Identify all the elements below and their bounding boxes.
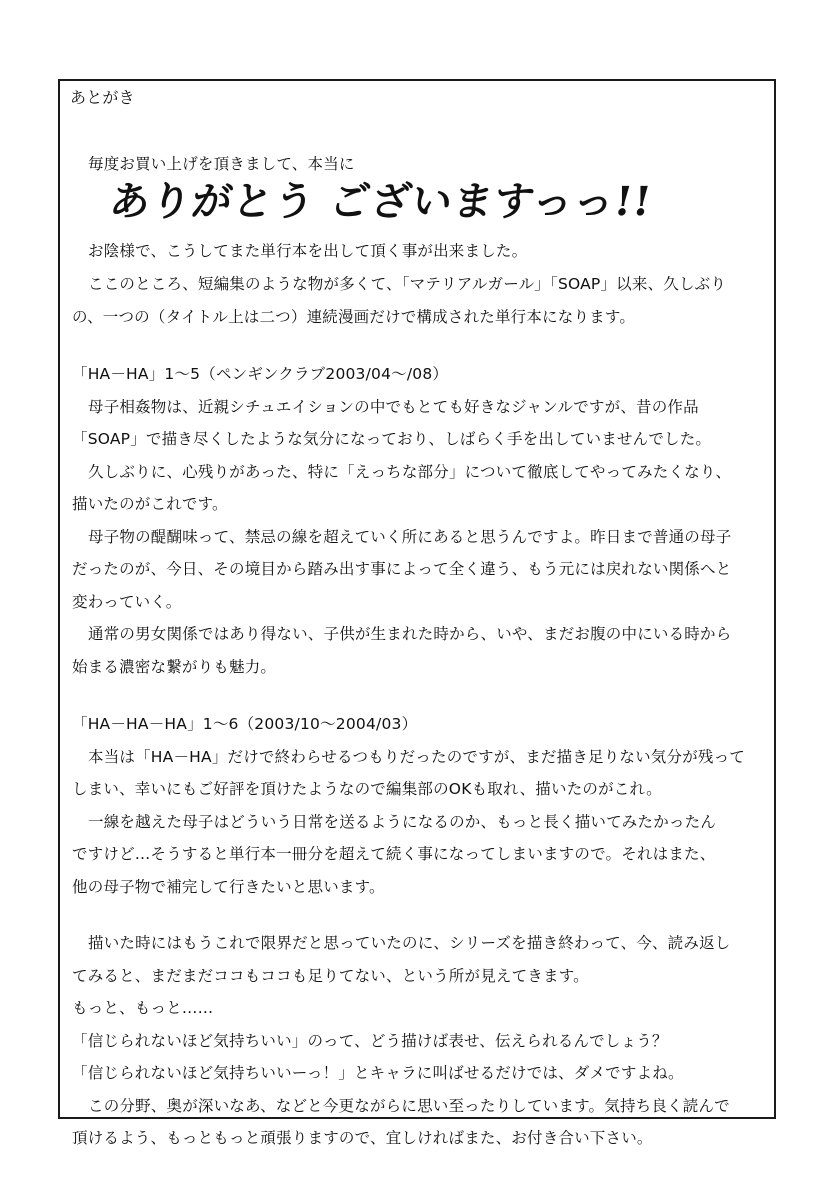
body-line: 久しぶりに、心残りがあった、特に「えっちな部分」について徹底してやってみたくなり、 <box>88 463 732 481</box>
section-title: 「HA－HA－HA」1～6（2003/10～2004/03） <box>72 715 418 733</box>
intro-line: 毎度お買い上げを頂きまして、本当に <box>88 155 355 173</box>
body-line: もっと、もっと…… <box>72 999 214 1017</box>
body-line: 一線を越えた母子はどういう日常を送るようになるのか、もっと長く描いてみたかったん <box>88 813 717 831</box>
body-line: 通常の男女関係ではあり得ない、子供が生まれた時から、いや、まだお腹の中にいる時から <box>88 625 732 643</box>
body-line: 他の母子物で補完して行きたいと思います。 <box>72 878 385 896</box>
body-line: 本当は「HA－HA」だけで終わらせるつもりだったのですが、まだ描き足りない気分が残って <box>88 748 745 766</box>
body-line: 「信じられないほど気持ちいい」のって、どう描けば表せ、伝えられるんでしょう？ <box>72 1032 668 1050</box>
body-line: 頂けるよう、もっともっと頑張りますので、宜しければまた、お付き合い下さい。 <box>72 1129 653 1147</box>
body-line: の、一つの（タイトル上は二つ）連続漫画だけで構成された単行本になります。 <box>72 308 636 326</box>
body-line: てみると、まだまだココもココも足りてない、という所が見えてきます。 <box>72 967 589 985</box>
body-line: ここのところ、短編集のような物が多くて、「マテリアルガール」「SOAP」以来、久しぶり <box>88 275 727 293</box>
page-heading: あとがき <box>70 88 135 107</box>
body-line: この分野、奥が深いなあ、などと今更ながらに思い至ったりしています。気持ち良く読んで <box>88 1097 730 1115</box>
body-line: 描いたのがこれです。 <box>72 495 228 513</box>
body-line: 「信じられないほど気持ちいいーっ！」とキャラに叫ばせるだけでは、ダメですよね。 <box>72 1064 684 1082</box>
body-line: 描いた時にはもうこれで限界だと思っていたのに、シリーズを描き終わって、今、読み返し <box>88 934 731 952</box>
body-line: しまい、幸いにもご好評を頂けたようなので編集部のOKも取れ、描いたのがこれ。 <box>72 780 662 798</box>
body-line: 始まる濃密な繋がりも魅力。 <box>72 658 277 676</box>
body-line: お陰様で、こうしてまた単行本を出して頂く事が出来ました。 <box>88 242 528 260</box>
section-title: 「HA－HA」1～5（ペンギンクラブ2003/04～/08） <box>72 365 449 383</box>
body-line: 「SOAP」で描き尽くしたような気分になっており、しばらく手を出していませんでした。 <box>72 430 712 448</box>
body-line: ですけど…そうすると単行本一冊分を超えて続く事になってしまいますので。それはまた、 <box>72 845 716 863</box>
body-line: 母子物の醍醐味って、禁忌の線を超えていく所にあると思うんですよ。昨日まで普通の母子 <box>88 528 732 546</box>
body-line: だったのが、今日、その境目から踏み出す事によって全く違う、もう元には戻れない関係へと <box>72 560 732 578</box>
thanks-handwritten: ありがとう ございますっっ!! <box>106 178 656 225</box>
body-line: 変わっていく。 <box>72 593 182 611</box>
body-line: 母子相姦物は、近親シチュエイションの中でもとても好きなジャンルですが、昔の作品 <box>88 398 699 416</box>
